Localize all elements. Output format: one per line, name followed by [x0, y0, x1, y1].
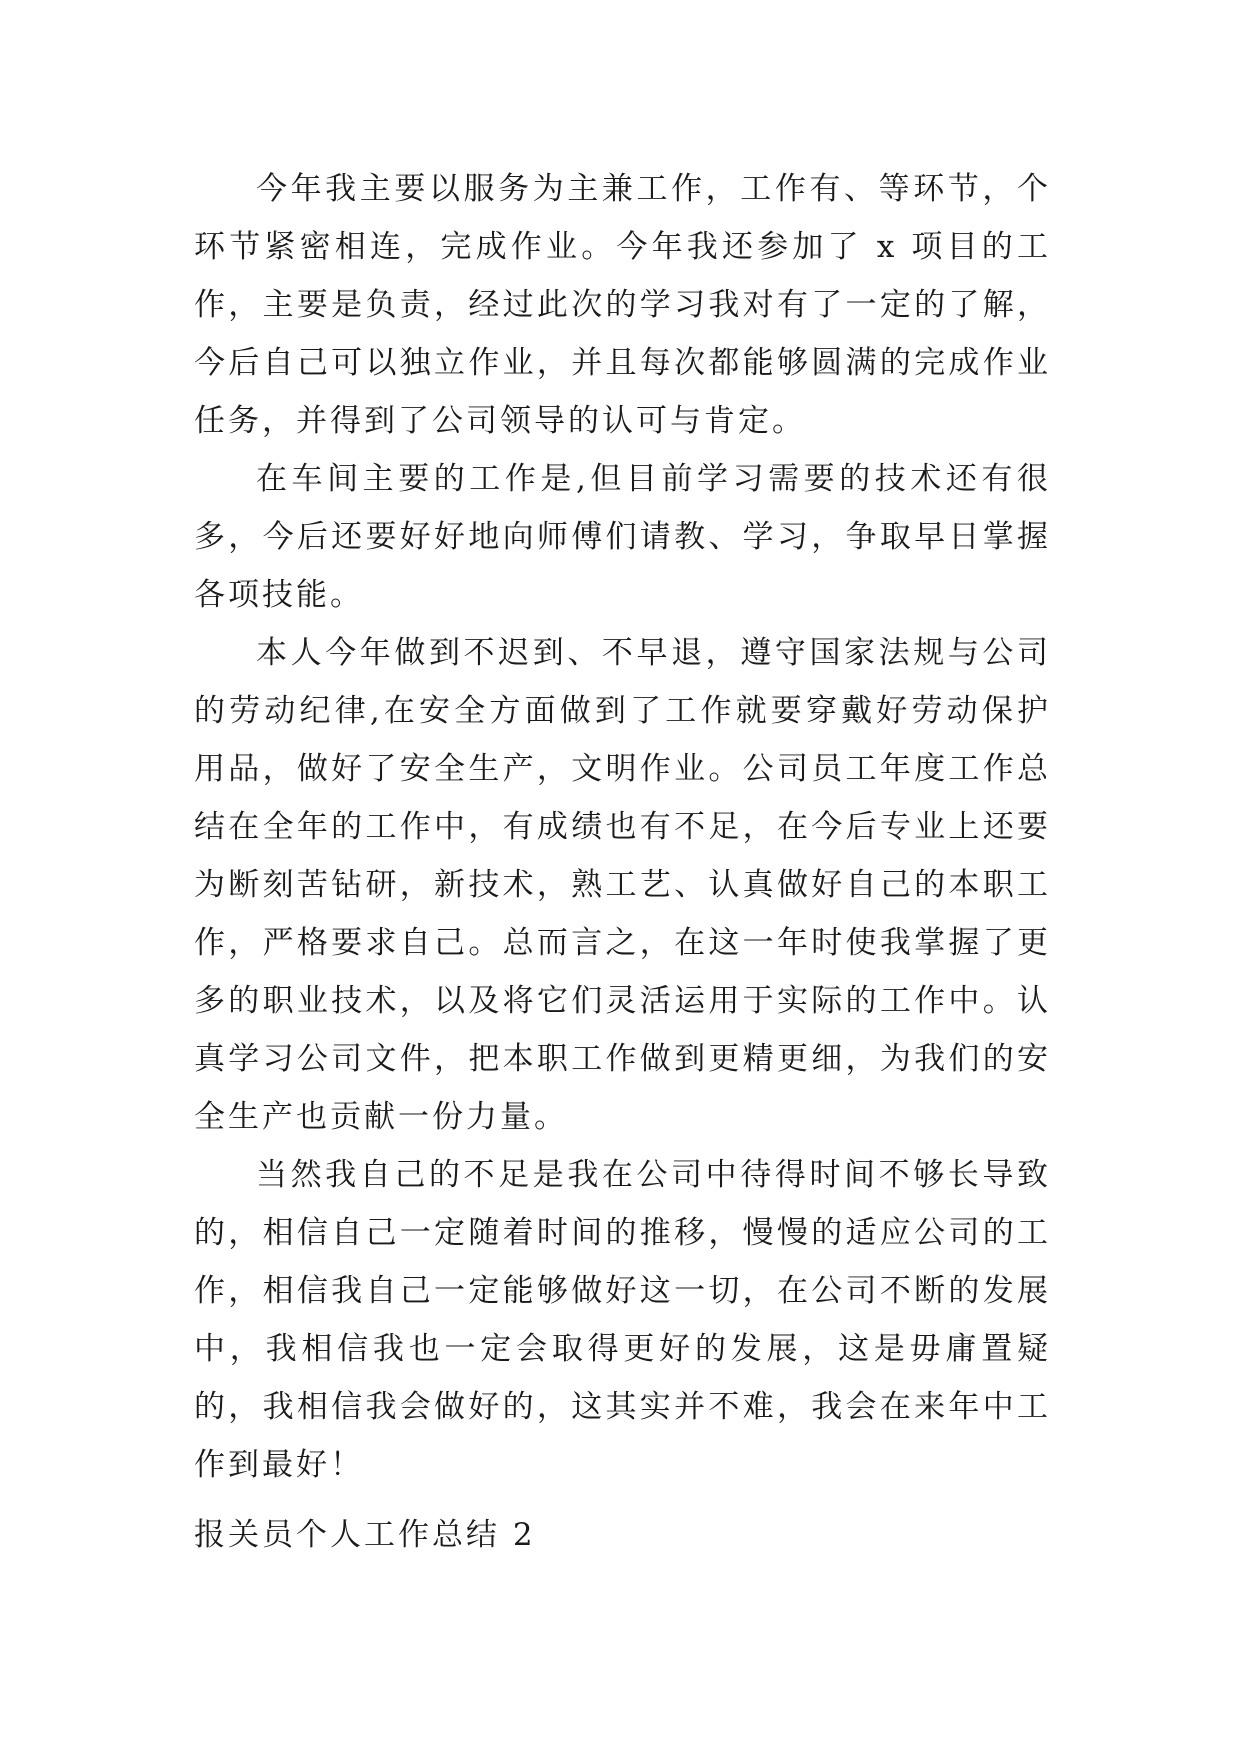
paragraph-3: 本人今年做到不迟到、不早退，遵守国家法规与公司的劳动纪律,在安全方面做到了工作就要穿戴好劳动保护用品，做好了安全生产，文明作业。公司员工年度工作总结在全年的工作中，有成绩也有不足，在今后专业上还要为断刻苦钻研，新技术，熟工艺、认真做好自己的本职工作，严格要求自己。总而言之，在这一年时使我掌握了更多的职业技术，以及将它们灵活运用于实际的工作中。认真学习公司文件，把本职工作做到更精更细，为我们的安全生产也贡献一份力量。: [194, 635, 1051, 1135]
paragraph-2: 在车间主要的工作是,但目前学习需要的技术还有很多，今后还要好好地向师傅们请教、学习，争取早日掌握各项技能。: [194, 461, 1051, 613]
section-heading: 报关员个人工作总结 2: [194, 1517, 536, 1553]
paragraph-4: 当然我自己的不足是我在公司中待得时间不够长导致的，相信自己一定随着时间的推移，慢慢的适应公司的工作，相信我自己一定能够做好这一切，在公司不断的发展中，我相信我也一定会取得更好的发展，这是毋庸置疑的，我相信我会做好的，这其实并不难，我会在来年中工作到最好！: [194, 1157, 1051, 1483]
paragraph-1: 今年我主要以服务为主兼工作，工作有、等环节，个环节紧密相连，完成作业。今年我还参加了 x 项目的工作，主要是负责，经过此次的学习我对有了一定的了解，今后自己可以独立作业，并且每次都能够圆满的完成作业任务，并得到了公司领导的认可与肯定。: [194, 171, 1051, 439]
document-body: [194, 160, 1051, 1494]
